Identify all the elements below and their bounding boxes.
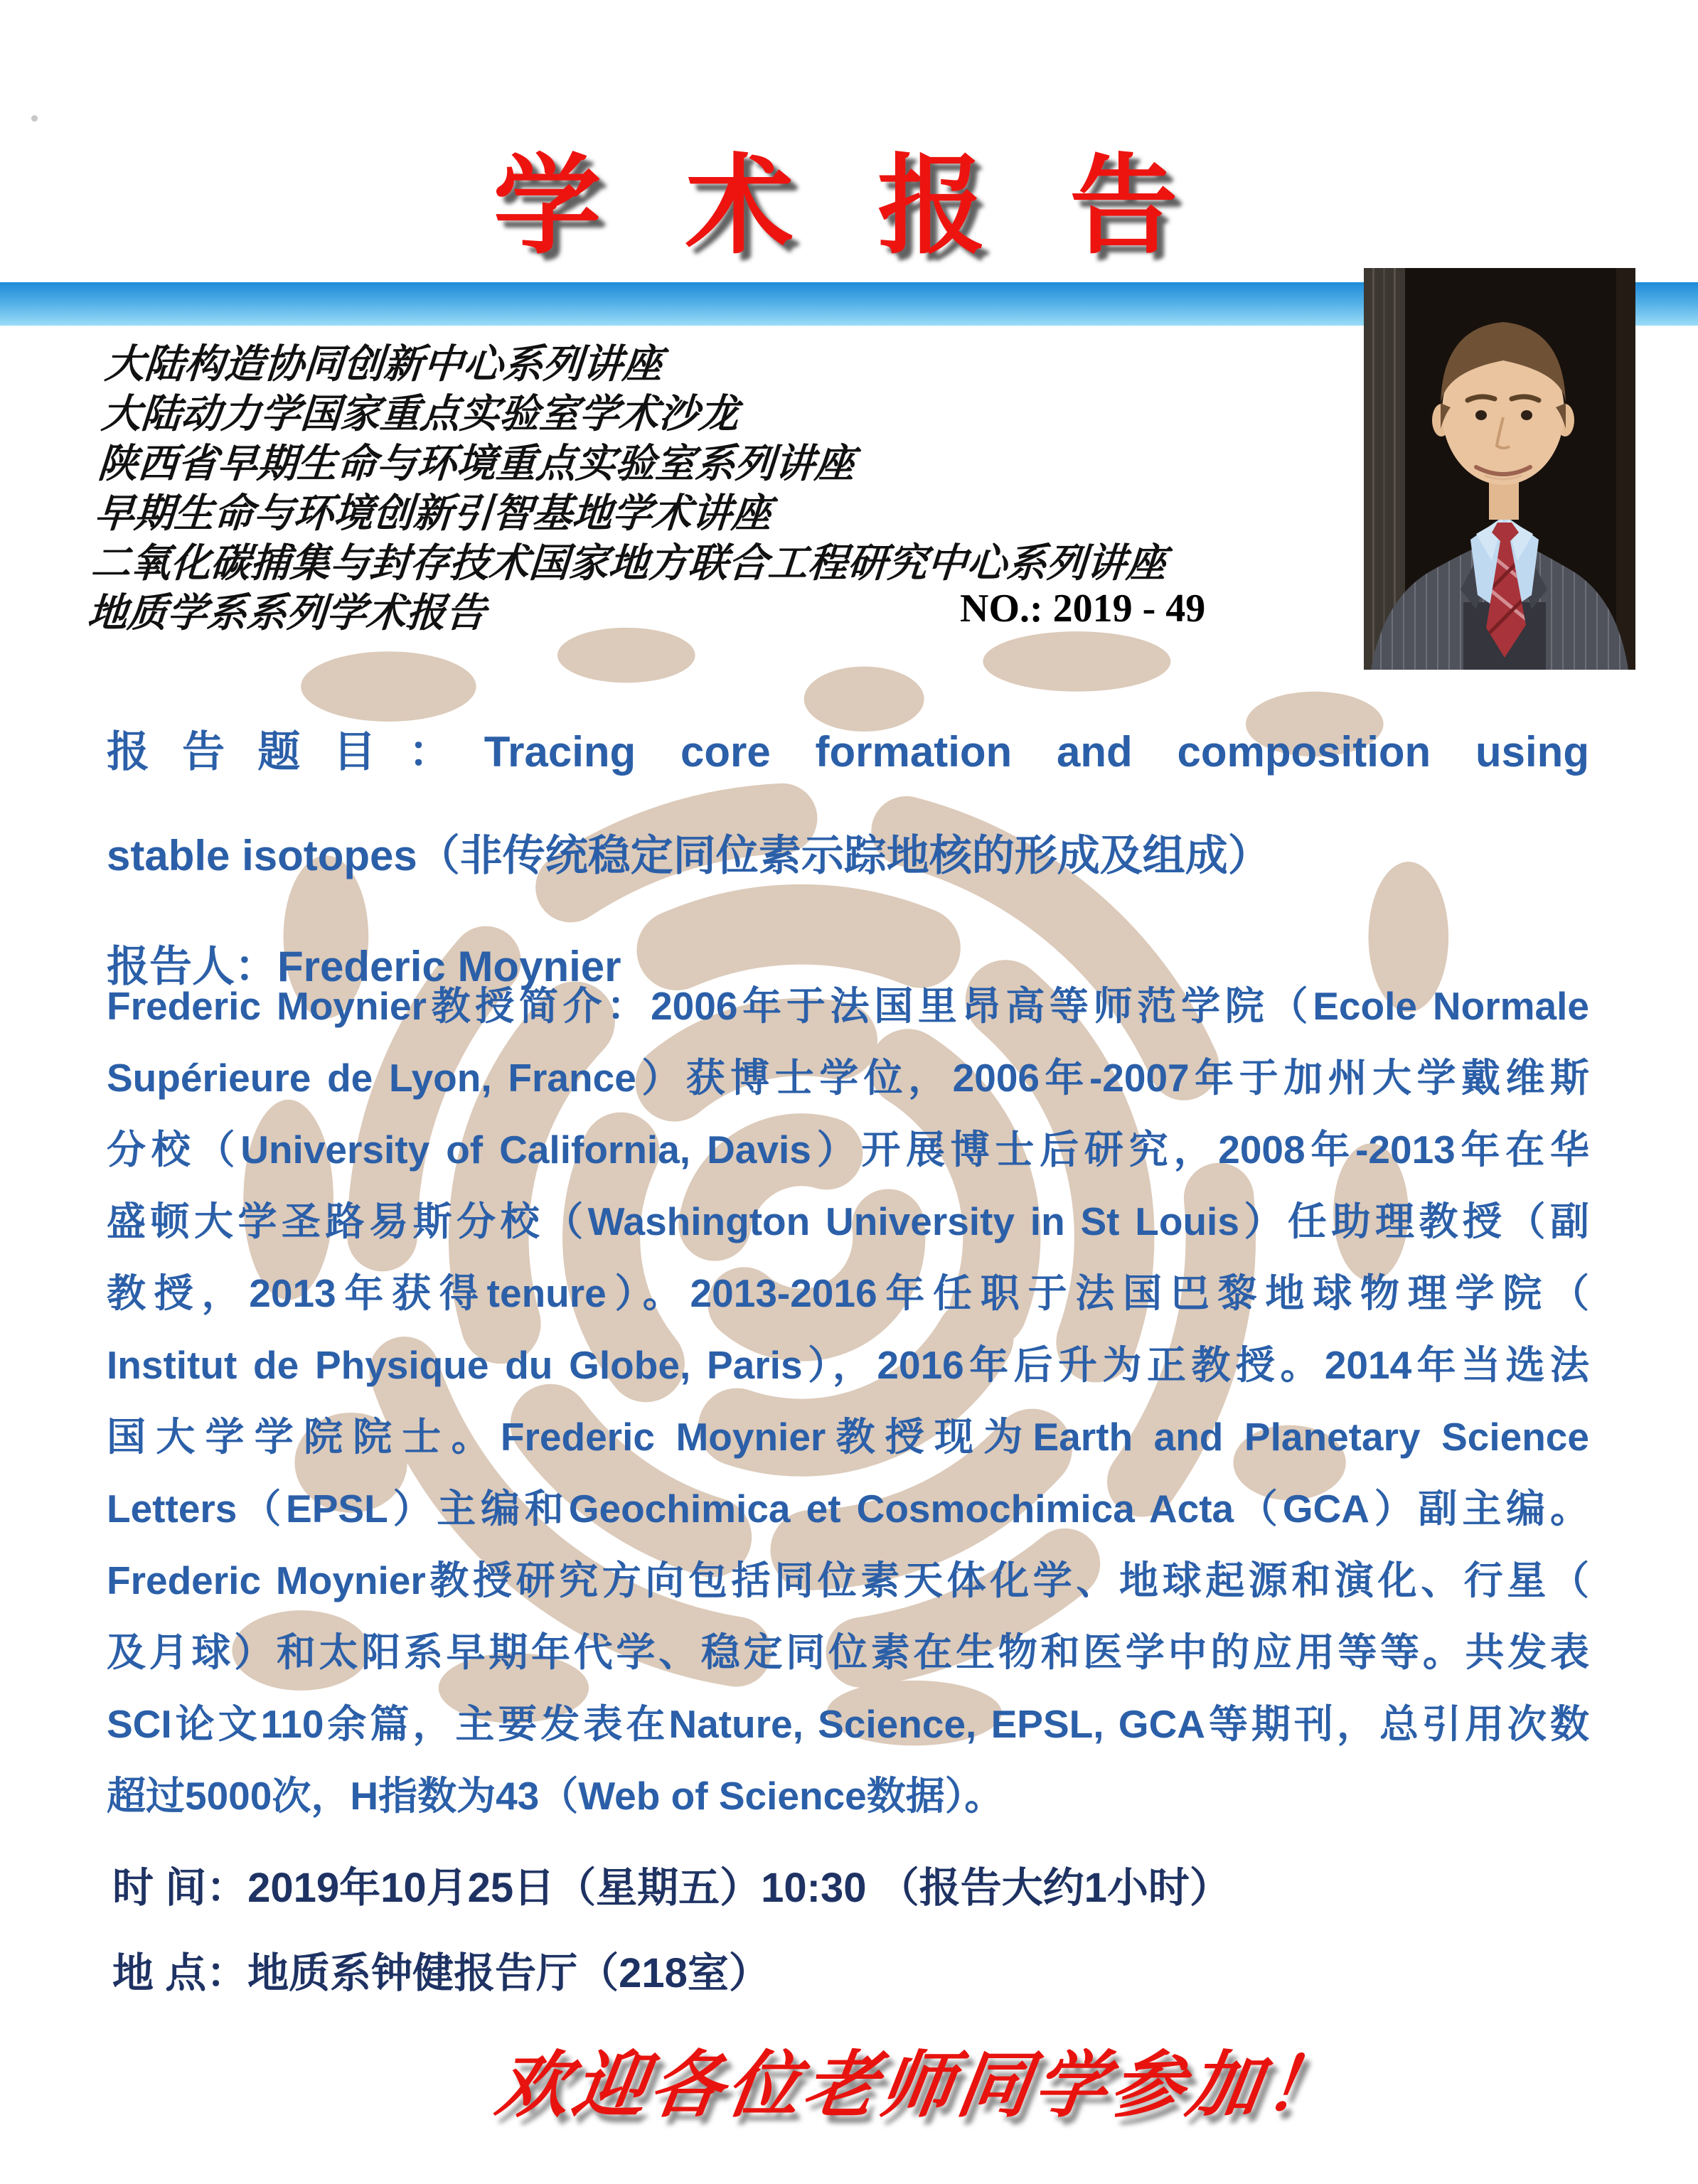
bio-paragraph — [107, 970, 1589, 1832]
bio-line: 国大学学院院士。Frederic Moynier教授现为Earth and Planetary Science — [107, 1415, 1589, 1459]
bio-line: 教授，2013年获得tenure）。2013-2016年任职于法国巴黎地球物理学院（ — [107, 1271, 1589, 1315]
bio-line: Supérieure de Lyon, France）获博士学位，2006年-2007年于加州大学戴维斯 — [107, 1056, 1589, 1100]
bio-line: Frederic Moynier教授简介：2006年于法国里昂高等师范学院（Ecole Normale — [107, 984, 1589, 1028]
series-line-4: 早期生命与环境创新引智基地学术讲座 — [92, 492, 774, 536]
series-line-3: 陕西省早期生命与环境重点实验室系列讲座 — [96, 442, 856, 486]
time-line: 时 间：2019年10月25日（星期五）10:30 （报告大约1小时） — [112, 1865, 1231, 1911]
bio-line: 超过5000次，H指数为43（Web of Science数据）。 — [107, 1774, 1004, 1818]
bio-line: Institut de Physique du Globe, Paris），2016年后升为正教授。2014年当选法 — [107, 1343, 1589, 1387]
bio-line: 分校（University of California, Davis）开展博士后研究，2008年-2013年在华 — [107, 1128, 1589, 1172]
place-line: 地 点：地质系钟健报告厅（218室） — [112, 1950, 770, 1996]
bio-line: 盛顿大学圣路易斯分校（Washington University in St Louis）任助理教授（副 — [107, 1199, 1589, 1243]
series-line-2: 大陆动力学国家重点实验室学术沙龙 — [100, 392, 740, 437]
series-number: NO.: 2019 - 49 — [960, 587, 1206, 631]
series-line-6: 地质学系系列学术报告 — [85, 592, 488, 636]
report-title-line-2: stable isotopes（非传统稳定同位素示踪地核的形成及组成） — [107, 832, 1271, 879]
report-title-line-1: 报告题目：Tracing core formation and composition using — [107, 728, 1589, 776]
series-line-5: 二氧化碳捕集与封存技术国家地方联合工程研究中心系列讲座 — [89, 542, 1168, 586]
bio-line: SCI论文110余篇，主要发表在Nature, Science, EPSL, GCA等期刊，总引用次数 — [107, 1702, 1589, 1746]
page-title: 学 术 报 告 — [493, 146, 1205, 267]
bio-line: Letters（EPSL）主编和Geochimica et Cosmochimica Acta（GCA）副主编。 — [107, 1487, 1589, 1531]
speaker-line: 报告人：Frederic Moynier — [107, 943, 621, 990]
bio-line: 及月球）和太阳系早期年代学、稳定同位素在生物和医学中的应用等等。共发表 — [107, 1630, 1589, 1674]
series-line-1: 大陆构造协同创新中心系列讲座 — [103, 343, 664, 387]
speaker-photo — [1364, 268, 1635, 670]
bio-line: Frederic Moynier教授研究方向包括同位素天体化学、地球起源和演化、行星（ — [107, 1558, 1589, 1602]
welcome-banner: 欢迎各位老师同学参加！ — [491, 2046, 1347, 2126]
